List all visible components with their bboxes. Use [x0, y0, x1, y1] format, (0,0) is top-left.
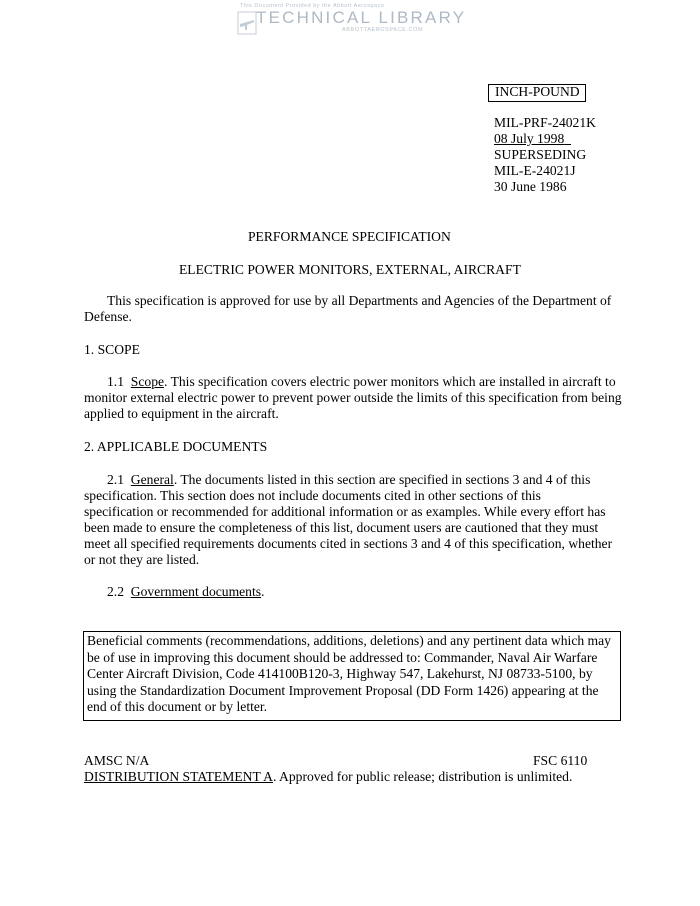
general-title: General — [130, 472, 174, 487]
government-documents-line: 2.2 Government documents. — [107, 584, 265, 599]
distribution-statement: DISTRIBUTION STATEMENT A. Approved for public release; distribution is unlimited. — [84, 769, 573, 784]
comments-notice-box — [83, 631, 621, 721]
doc-number: MIL-PRF-24021K — [494, 115, 596, 130]
general-paragraph-line-6: or not they are listed. — [84, 552, 200, 567]
notice-line: using the Standardization Document Improvement Proposal (DD Form 1426) appearing at the — [87, 682, 599, 698]
approval-line-1: This specification is approved for use by all Departments and Agencies of the Department of — [107, 293, 612, 308]
superseding-label: SUPERSEDING — [494, 147, 587, 162]
section-1-heading: 1. SCOPE — [84, 342, 140, 357]
general-paragraph-line-1: 2.1 General. The documents listed in this section are specified in sections 3 and 4 of this — [107, 472, 591, 487]
general-paragraph-line-2: specification. This section does not include documents cited in other sections of this — [84, 488, 541, 503]
fsc-label: FSC 6110 — [533, 753, 588, 768]
page-title: PERFORMANCE SPECIFICATION — [248, 229, 451, 244]
general-paragraph-line-3: specification or recommended for additional information or as examples. While every effort has — [84, 504, 606, 519]
section-2-heading: 2. APPLICABLE DOCUMENTS — [84, 439, 268, 454]
superseded-date: 30 June 1986 — [494, 179, 567, 194]
watermark-url: ABBOTTAEROSPACE.COM — [342, 27, 424, 33]
approval-line-2: Defense. — [84, 309, 132, 324]
doc-date: 08 July 1998 — [494, 131, 565, 146]
inch-pound-badge — [488, 84, 586, 102]
notice-line: end of this document or by letter. — [87, 699, 268, 714]
watermark-top-text: This Document Provided by the Abbott Aerospace — [240, 3, 385, 9]
inch-pound-label: INCH-POUND — [495, 84, 580, 99]
government-documents-title: Government documents — [130, 584, 262, 599]
aircraft-logo-icon — [236, 8, 258, 38]
notice-line: Beneficial comments (recommendations, additions, deletions) and any pertinent data which may — [87, 633, 611, 648]
scope-title: Scope — [130, 374, 165, 389]
distribution-statement-label: DISTRIBUTION STATEMENT A — [84, 769, 273, 784]
superseded-number: MIL-E-24021J — [494, 163, 576, 178]
page-subtitle: ELECTRIC POWER MONITORS, EXTERNAL, AIRCRAFT — [179, 262, 521, 277]
general-paragraph-line-5: meet all specified requirements documents cited in sections 3 and 4 of this specification, whether — [84, 536, 613, 551]
general-paragraph-line-4: been made to ensure the completeness of this list, document users are cautioned that they must — [84, 520, 599, 535]
notice-line: Center Aircraft Division, Code 414100B120-3, Highway 547, Lakehurst, NJ 08733-5100, by — [87, 666, 593, 681]
technical-library-watermark — [236, 2, 467, 42]
notice-line: be of use in improving this document should be addressed to: Commander, Naval Air Warfare — [87, 649, 598, 665]
watermark-title: TECHNICAL LIBRARY — [256, 8, 467, 27]
scope-paragraph-line-2: monitor external electric power to prevent power outside the limits of this specification from being — [84, 390, 622, 405]
amsc-label: AMSC N/A — [84, 753, 150, 768]
scope-paragraph-line-1: 1.1 Scope. This specification covers electric power monitors which are installed in aircraft to — [107, 374, 616, 389]
scope-paragraph-line-3: applied to equipment in the aircraft. — [84, 406, 279, 421]
